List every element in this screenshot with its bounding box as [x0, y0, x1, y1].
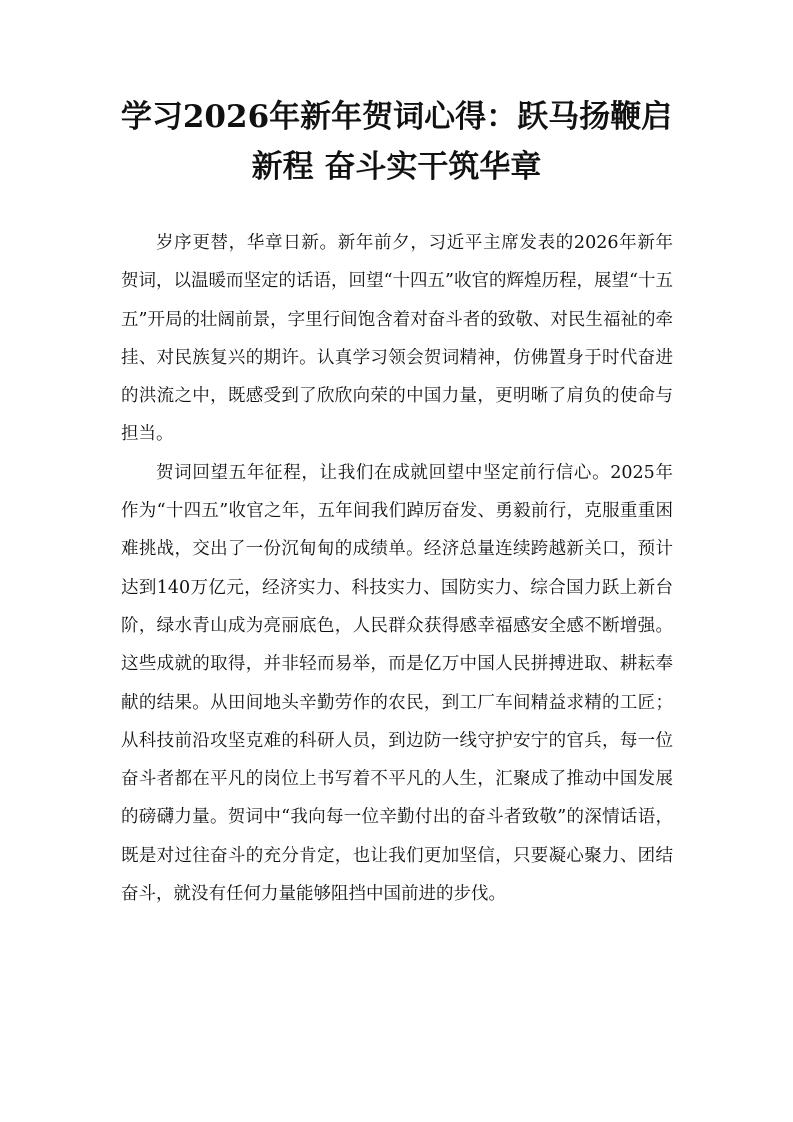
paragraph-2: 贺词回望五年征程，让我们在成就回望中坚定前行信心。2025年作为“十四五”收官之年，五年间我们踔厉奋发、勇毅前行，克服重重困难挑战，交出了一份沉甸甸的成绩单。经济总量连续跨越新关口，预计达到140万亿元，经济实力、科技实力、国防实力、综合国力跃上新台阶，绿水青山成为亮丽底色，人民群众获得感幸福感安全感不断增强。这些成就的取得，并非轻而易举，而是亿万中国人民拼搏进取、耕耘奉献的结果。从田间地头辛勤劳作的农民，到工厂车间精益求精的工匠；从科技前沿攻坚克难的科研人员，到边防一线守护安宁的官兵，每一位奋斗者都在平凡的岗位上书写着不平凡的人生，汇聚成了推动中国发展的磅礴力量。贺词中“我向每一位辛勤付出的奋斗者致敬”的深情话语，既是对过往奋斗的充分肯定，也让我们更加坚信，只要凝心聚力、团结奋斗，就没有任何力量能够阻挡中国前进的步伐。 [121, 462, 673, 905]
paragraph-1: 岁序更替，华章日新。新年前夕，习近平主席发表的2026年新年贺词，以温暖而坚定的话语，回望“十四五”收官的辉煌历程，展望“十五五”开局的壮阔前景，字里行间饱含着对奋斗者的致敬、对民生福祉的牵挂、对民族复兴的期许。认真学习领会贺词精神，仿佛置身于时代奋进的洪流之中，既感受到了欣欣向荣的中国力量，更明晰了肩负的使命与担当。 [121, 233, 673, 445]
title-line-2: 新程 奋斗实干筑华章 [251, 149, 542, 185]
document-title [100, 92, 693, 192]
title-line-1: 学习2026年新年贺词心得：跃马扬鞭启 [120, 99, 673, 135]
document-body [121, 224, 673, 913]
